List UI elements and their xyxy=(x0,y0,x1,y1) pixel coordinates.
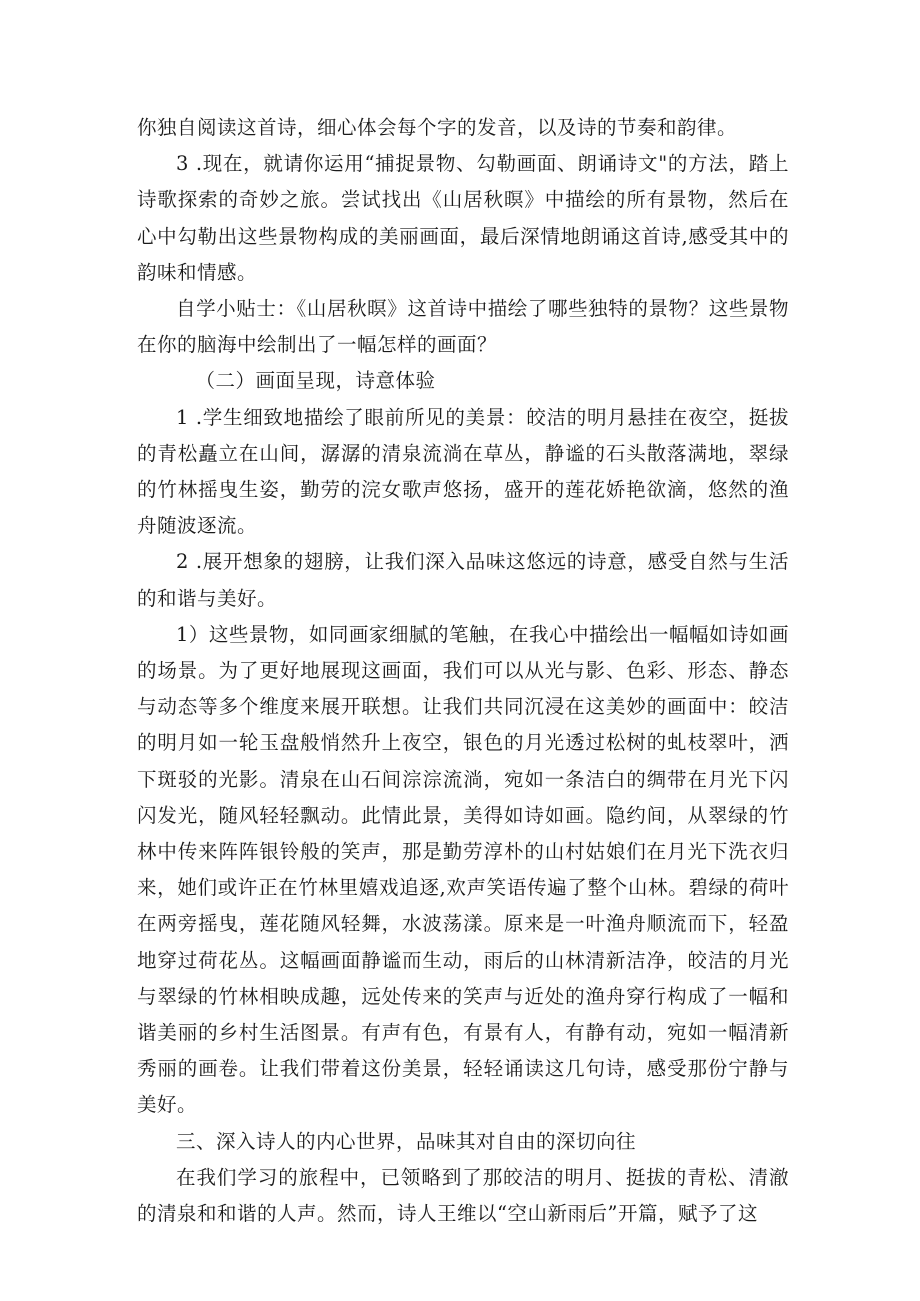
paragraph-self-study-tip: 自学小贴士：《山居秋暝》这首诗中描绘了哪些独特的景物？这些景物在你的脑海中绘制出了一幅怎样的画面？ xyxy=(137,297,789,357)
paragraph-item-1: 1 .学生细致地描绘了眼前所见的美景：皎洁的明月悬挂在夜空，挺拔的青松矗立在山间，潺潺的清泉流淌在草丛，静谧的石头散落满地，翠绿的竹林摇曳生姿，勤劳的浣女歌声悠扬，盛开的莲花娇艳欲滴，悠然的渔舟随波逐流。 xyxy=(137,405,789,538)
document-body xyxy=(137,110,789,1232)
section-heading-3: 三、深入诗人的内心世界，品味其对自由的深切向往 xyxy=(176,1129,637,1153)
paragraph-continuation: 你独自阅读这首诗，细心体会每个字的发音，以及诗的节奏和韵律。 xyxy=(137,116,738,139)
paragraph-item-2: 2 .展开想象的翅膀，让我们深入品味这悠远的诗意，感受自然与生活的和谐与美好。 xyxy=(137,550,789,610)
paragraph-step-3: 3 .现在，就请你运用“捕捉景物、勾勒画面、朗诵诗文"的方法，踏上诗歌探索的奇妙之旅。尝试找出《山居秋暝》中描绘的所有景物，然后在心中勾勒出这些景物构成的美丽画面，最后深情地朗诵这首诗,感受其中的韵味和情感。 xyxy=(137,152,789,284)
section-heading-2: （二）画面呈现，诗意体验 xyxy=(195,369,436,393)
paragraph-subitem-1: 1）这些景物，如同画家细腻的笔触，在我心中描绘出一幅幅如诗如画的场景。为了更好地展现这画面，我们可以从光与影、色彩、形态、静态与动态等多个维度来展开联想。让我们共同沉浸在这美妙的画面中：皎洁的明月如一轮玉盘般悄然升上夜空，银色的月光透过松树的虬枝翠叶，洒下斑驳的光影。清泉在山石间淙淙流淌，宛如一条洁白的绸带在月光下闪闪发光，随风轻轻飘动。此情此景，美得如诗如画。隐约间，从翠绿的竹林中传来阵阵银铃般的笑声，那是勤劳淳朴的山村姑娘们在月光下洗衣归来，她们或许正在竹林里嬉戏追逐,欢声笑语传遍了整个山林。碧绿的荷叶在两旁摇曳，莲花随风轻舞，水波荡漾。原来是一叶渔舟顺流而下，轻盈地穿过荷花丛。这幅画面静谧而生动，雨后的山林清新洁净，皎洁的月光与翠绿的竹林相映成趣，远处传来的笑声与近处的渔舟穿行构成了一幅和谐美丽的乡村生活图景。有声有色，有景有人，有静有动，宛如一幅清新秀丽的画卷。让我们带着这份美景，轻轻诵读这几句诗，感受那份宁静与美好。 xyxy=(137,622,789,1117)
paragraph-section-3-intro: 在我们学习的旅程中，已领略到了那皎洁的明月、挺拔的青松、清澈的清泉和和谐的人声。然而，诗人王维以“空山新雨后”开篇，赋予了这 xyxy=(137,1165,789,1226)
